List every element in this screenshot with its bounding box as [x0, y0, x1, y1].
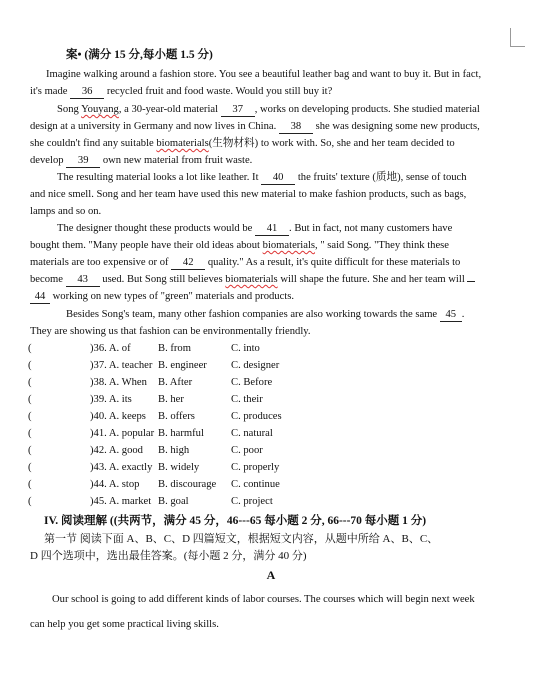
passage-line: she couldn't find any suitable biomaterials(生物材料) to work with. So, she and her team decided to	[30, 138, 455, 149]
option-a: )45. A. market	[90, 496, 152, 507]
option-a: )39. A. its	[90, 394, 132, 405]
passage-line: it's made 36 recycled fruit and food waste. Would you still buy it?	[30, 86, 333, 97]
option-row	[28, 476, 282, 493]
passage-line: Imagine walking around a fashion store. You see a beautiful leather bag and want to buy it. But in fact,	[46, 69, 482, 80]
blank-37: 37	[221, 104, 255, 117]
blank-36: 36	[70, 86, 104, 99]
answer-paren: (	[28, 462, 32, 473]
option-b: B. from	[158, 343, 191, 354]
option-row	[28, 459, 282, 476]
option-c: C. designer	[231, 360, 280, 371]
passage-line: 44 working on new types of "green" materials and products.	[30, 290, 294, 304]
blank-42: 42	[171, 257, 205, 270]
option-b: B. high	[158, 445, 190, 456]
option-row	[28, 357, 282, 374]
option-b: B. widely	[158, 462, 200, 473]
option-c: C. their	[231, 394, 263, 405]
instruction-line: 第一节 阅读下面 A、B、C、D 四篇短文，根据短文内容，从题中所给 A、B、C、	[44, 533, 439, 545]
blank-40: 40	[261, 172, 295, 185]
blank-43: 43	[66, 274, 100, 287]
passage-line: materials are too expensive or of 42 quality." As a result, it's quite difficult for these materials to	[30, 257, 461, 268]
option-row	[28, 340, 282, 357]
blank-41: 41	[255, 223, 289, 236]
passage-line: lamps and so on.	[30, 206, 102, 217]
instruction-line: D 四个选项中，选出最佳答案。(每小题 2 分，满分 40 分)	[30, 550, 307, 562]
option-b: B. offers	[158, 411, 195, 422]
passage-line: and nice smell. Song and her team have used this new material to make fashion products, such as bags,	[30, 189, 467, 200]
option-b: B. discourage	[158, 479, 217, 490]
answer-paren: (	[28, 445, 32, 456]
answer-paren: (	[28, 343, 32, 354]
option-a: )40. A. keeps	[90, 411, 146, 422]
passage-line: The resulting material looks a lot like leather. It 40 the fruits' texture (质地), sense of touch	[57, 172, 467, 183]
word-biomaterials: biomaterials	[262, 240, 316, 251]
passage-line: Our school is going to add different kinds of labor courses. The courses which will begin next week	[52, 594, 475, 605]
option-b: B. harmful	[158, 428, 204, 439]
option-row	[28, 442, 282, 459]
option-row	[28, 493, 282, 510]
blank-39: 39	[66, 155, 100, 168]
answer-paren: (	[28, 394, 32, 405]
passage-line: can help you get some practical living skills.	[30, 619, 219, 630]
option-a: )36. A. of	[90, 343, 131, 354]
option-c: C. project	[231, 496, 273, 507]
option-c: C. properly	[231, 462, 280, 473]
option-a: )41. A. popular	[90, 428, 155, 439]
option-a: )42. A. good	[90, 445, 143, 456]
answer-paren: (	[28, 360, 32, 371]
option-a: )37. A. teacher	[90, 360, 153, 371]
option-a: )43. A. exactly	[90, 462, 153, 473]
answer-paren: (	[28, 377, 32, 388]
option-b: B. engineer	[158, 360, 207, 371]
blank-38: 38	[279, 121, 313, 134]
option-b: B. goal	[158, 496, 189, 507]
option-a: )38. A. When	[90, 377, 147, 388]
page-corner-mark	[510, 28, 525, 47]
option-c: C. into	[231, 343, 260, 354]
blank-44: 44	[30, 291, 50, 304]
passage-line: Besides Song's team, many other fashion companies are also working towards the same 45 .	[66, 309, 465, 320]
word-biomaterials: biomaterials	[156, 138, 209, 149]
answer-paren: (	[28, 411, 32, 422]
answer-paren: (	[28, 428, 32, 439]
answer-paren: (	[28, 496, 32, 507]
option-c: C. Before	[231, 377, 273, 388]
passage-line: They are showing us that fashion can be environmentally friendly.	[30, 326, 311, 337]
passage-line: The designer thought these products would be 41 . But in fact, not many customers have	[57, 223, 453, 234]
passage-line: bought them. "Many people have their old ideas about biomaterials, " said Song. "They think these	[30, 240, 450, 251]
option-c: C. natural	[231, 428, 273, 439]
passage-line: develop 39 own new material from fruit waste.	[30, 155, 253, 166]
passage-line: become 43 used. But Song still believes biomaterials will shape the future. She and her team will	[30, 273, 475, 287]
options-table	[28, 340, 282, 510]
option-row	[28, 391, 282, 408]
option-row	[28, 408, 282, 425]
option-c: C. continue	[231, 479, 280, 490]
answer-paren: (	[28, 479, 32, 490]
option-c: C. poor	[231, 445, 263, 456]
passage-line: Song Youyang, a 30-year-old material 37 , works on developing products. She studied material	[57, 104, 480, 115]
word-biomaterials: biomaterials	[225, 274, 278, 285]
option-row	[28, 425, 282, 442]
option-row	[28, 374, 282, 391]
section-heading: IV. 阅读理解 ((共两节，满分 45 分，46---65 每小题 2 分, 66---70 每小题 1 分)	[44, 515, 427, 527]
name-youyang: Youyang	[81, 104, 119, 115]
part-label: A	[266, 568, 276, 582]
option-b: B. her	[158, 394, 184, 405]
option-a: )44. A. stop	[90, 479, 140, 490]
blank-45: 45	[440, 309, 462, 322]
passage-line: design at a university in Germany and now lives in China. 38 she was designing some new products,	[30, 121, 480, 132]
blank-44-start	[467, 281, 475, 282]
option-b: B. After	[158, 377, 193, 388]
option-c: C. produces	[231, 411, 282, 422]
section-title: 案• (满分 15 分,每小题 1.5 分)	[66, 49, 213, 61]
